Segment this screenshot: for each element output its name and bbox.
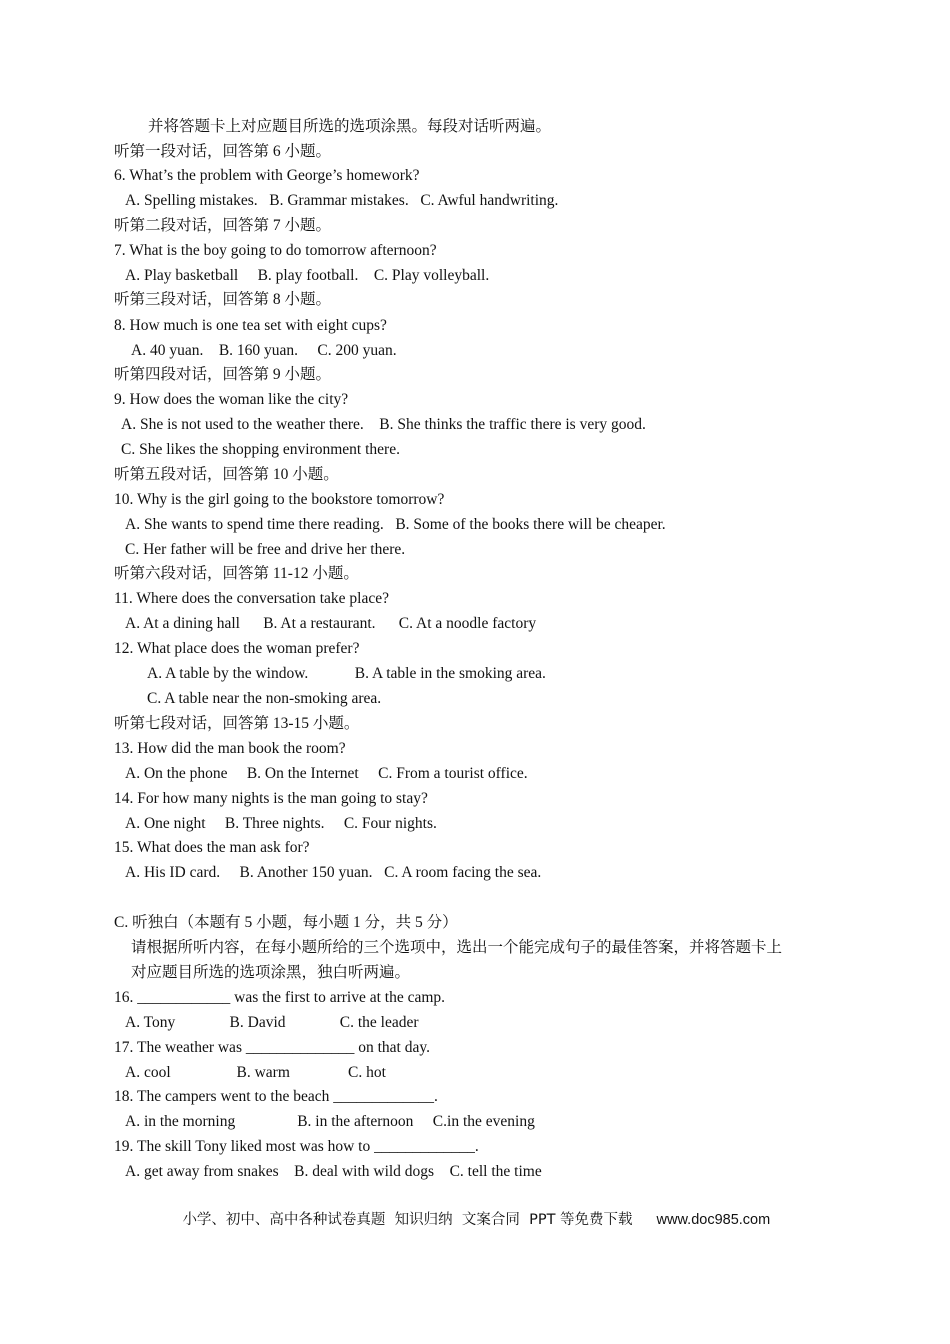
question-15-options: A. His ID card. B. Another 150 yuan. C. A room facing the sea. <box>125 864 542 881</box>
footer-url[interactable]: www.doc985.com <box>656 1212 771 1228</box>
dialogue-7-heading: 听第七段对话，回答第 13-15 小题。 <box>114 715 360 732</box>
question-7: 7. What is the boy going to do tomorrow afternoon? <box>114 242 437 259</box>
question-16: 16. ____________ was the first to arrive at the camp. <box>114 989 446 1006</box>
question-10-option-c: C. Her father will be free and drive her there. <box>125 541 406 558</box>
question-6-options: A. Spelling mistakes. B. Grammar mistakes. C. Awful handwriting. <box>125 192 559 209</box>
question-12-option-c: C. A table near the non-smoking area. <box>147 690 382 707</box>
question-17: 17. The weather was ______________ on that day. <box>114 1039 430 1056</box>
question-14-options: A. One night B. Three nights. C. Four nights. <box>125 815 437 832</box>
question-9-options-ab: A. She is not used to the weather there. B. She thinks the traffic there is very good. <box>121 416 646 433</box>
question-17-options: A. cool B. warm C. hot <box>125 1064 386 1081</box>
question-13-options: A. On the phone B. On the Internet C. From a tourist office. <box>125 765 528 782</box>
question-18: 18. The campers went to the beach _____________. <box>114 1088 438 1105</box>
question-18-options: A. in the morning B. in the afternoon C.in the evening <box>125 1113 535 1130</box>
question-10: 10. Why is the girl going to the bookstore tomorrow? <box>114 491 445 508</box>
footer-text: 小学、初中、高中各种试卷真题 知识归纳 文案合同 PPT 等免费下载 <box>182 1212 633 1228</box>
instruction-continuation: 并将答题卡上对应题目所选的选项涂黑。每段对话听两遍。 <box>148 118 552 135</box>
question-12: 12. What place does the woman prefer? <box>114 640 360 657</box>
dialogue-1-heading: 听第一段对话，回答第 6 小题。 <box>114 143 332 160</box>
question-16-options: A. Tony B. David C. the leader <box>125 1014 419 1031</box>
section-c-heading: C. 听独白（本题有 5 小题，每小题 1 分，共 5 分） <box>114 914 458 931</box>
question-13: 13. How did the man book the room? <box>114 740 346 757</box>
question-8-options: A. 40 yuan. B. 160 yuan. C. 200 yuan. <box>131 342 397 359</box>
section-c-instruction-continued: 对应题目所选的选项涂黑，独白听两遍。 <box>131 964 411 981</box>
dialogue-5-heading: 听第五段对话，回答第 10 小题。 <box>114 466 339 483</box>
question-7-options: A. Play basketball B. play football. C. Play volleyball. <box>125 267 490 284</box>
dialogue-4-heading: 听第四段对话，回答第 9 小题。 <box>114 366 332 383</box>
dialogue-2-heading: 听第二段对话，回答第 7 小题。 <box>114 217 332 234</box>
question-8: 8. How much is one tea set with eight cups? <box>114 317 387 334</box>
question-11-options: A. At a dining hall B. At a restaurant. C. At a noodle factory <box>125 615 537 632</box>
page-footer <box>164 1192 770 1245</box>
question-15: 15. What does the man ask for? <box>114 839 310 856</box>
question-11: 11. Where does the conversation take place? <box>114 590 390 607</box>
question-12-options-ab: A. A table by the window. B. A table in the smoking area. <box>147 665 546 682</box>
question-19-options: A. get away from snakes B. deal with wild dogs C. tell the time <box>125 1163 542 1180</box>
question-14: 14. For how many nights is the man going to stay? <box>114 790 428 807</box>
dialogue-6-heading: 听第六段对话，回答第 11-12 小题。 <box>114 565 359 582</box>
section-c-instruction: 请根据所听内容，在每小题所给的三个选项中，选出一个能完成句子的最佳答案，并将答题卡上 <box>131 939 783 956</box>
question-10-options-ab: A. She wants to spend time there reading. B. Some of the books there will be cheaper. <box>125 516 666 533</box>
question-6: 6. What’s the problem with George’s homework? <box>114 167 420 184</box>
question-9-option-c: C. She likes the shopping environment there. <box>121 441 400 458</box>
question-19: 19. The skill Tony liked most was how to _____________. <box>114 1138 479 1155</box>
question-9: 9. How does the woman like the city? <box>114 391 349 408</box>
dialogue-3-heading: 听第三段对话，回答第 8 小题。 <box>114 291 332 308</box>
